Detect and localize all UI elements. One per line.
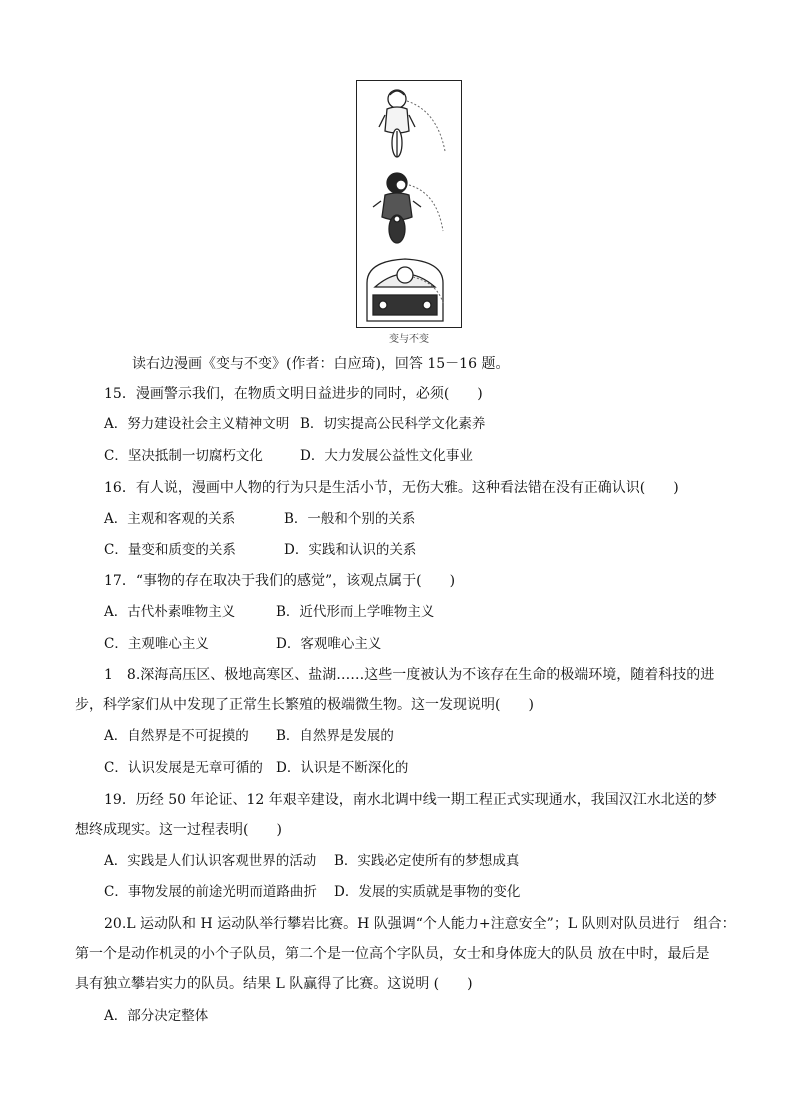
q17-option-d: D．客观唯心主义 — [276, 636, 382, 652]
cyclist-figure — [379, 90, 415, 157]
motorcyclist-figure — [373, 173, 421, 243]
q19-option-a: A．实践是人们认识客观世界的活动 — [104, 853, 317, 869]
comic-illustration — [356, 80, 462, 328]
q15-option-d: D．大力发展公益性文化事业 — [300, 448, 473, 464]
q20-stem-line3: 具有独立攀岩实力的队员。结果 L 队赢得了比赛。这说明 ( ) — [75, 976, 473, 992]
q15-option-b: B．切实提高公民科学文化素养 — [300, 416, 486, 432]
comic-caption: 变与不变 — [389, 334, 429, 345]
q16-option-b: B．一般和个别的关系 — [284, 511, 416, 527]
q15-option-a: A．努力建设社会主义精神文明 — [104, 416, 290, 432]
q20-stem-line1: 20.L 运动队和 H 运动队举行攀岩比赛。H 队强调“个人能力+注意安全”；L 队则对队员进行 组合： — [104, 916, 736, 932]
q19-stem-line1: 19．历经 50 年论证、12 年艰辛建设，南水北调中线一期工程正式实现通水，我国汉江水北送的梦 — [104, 792, 717, 808]
q19-option-c: C．事物发展的前途光明而道路曲折 — [104, 884, 317, 900]
q18-option-b: B．自然界是发展的 — [276, 728, 394, 744]
q15-stem: 15．漫画警示我们，在物质文明日益进步的同时，必须( ) — [104, 386, 483, 402]
q15-option-c: C．坚决抵制一切腐朽文化 — [104, 448, 263, 464]
q18-option-a: A．自然界是不可捉摸的 — [104, 728, 249, 744]
q16-stem: 16．有人说，漫画中人物的行为只是生活小节，无伤大雅。这种看法错在没有正确认识( ) — [104, 480, 679, 496]
q17-option-b: B．近代形而上学唯物主义 — [276, 604, 435, 620]
intro-text: 读右边漫画《变与不变》(作者：白应琦)，回答 15－16 题。 — [132, 356, 510, 372]
q16-option-c: C．量变和质变的关系 — [104, 542, 236, 558]
comic-drawing — [357, 81, 461, 327]
spit-trajectory-1 — [407, 101, 445, 151]
q17-option-c: C．主观唯心主义 — [104, 636, 209, 652]
q19-stem-line2: 想终成现实。这一过程表明( ) — [75, 822, 282, 838]
q17-stem: 17．“事物的存在取决于我们的感觉”，该观点属于( ) — [104, 573, 456, 589]
q18-stem-line1: 1 8.深海高压区、极地高寒区、盐湖……这些一度被认为不该存在生命的极端环境，随着科技的进 — [104, 667, 715, 683]
q20-option-a: A．部分决定整体 — [104, 1008, 209, 1024]
q19-option-b: B．实践必定使所有的梦想成真 — [334, 853, 520, 869]
q19-option-d: D．发展的实质就是事物的变化 — [334, 884, 521, 900]
q18-option-d: D．认识是不断深化的 — [276, 760, 409, 776]
q20-stem-line2: 第一个是动作机灵的小个子队员，第二个是一位高个字队员，女士和身体庞大的队员 放在中时，最后是 — [75, 946, 710, 962]
q16-option-a: A．主观和客观的关系 — [104, 511, 236, 527]
q16-option-d: D．实践和认识的关系 — [284, 542, 417, 558]
q18-stem-line2: 步，科学家们从中发现了正常生长繁殖的极端微生物。这一发现说明( ) — [75, 697, 534, 713]
car-figure — [367, 259, 443, 321]
q18-option-c: C．认识发展是无章可循的 — [104, 760, 263, 776]
spit-trajectory-2 — [409, 185, 443, 231]
q17-option-a: A．古代朴素唯物主义 — [104, 604, 236, 620]
